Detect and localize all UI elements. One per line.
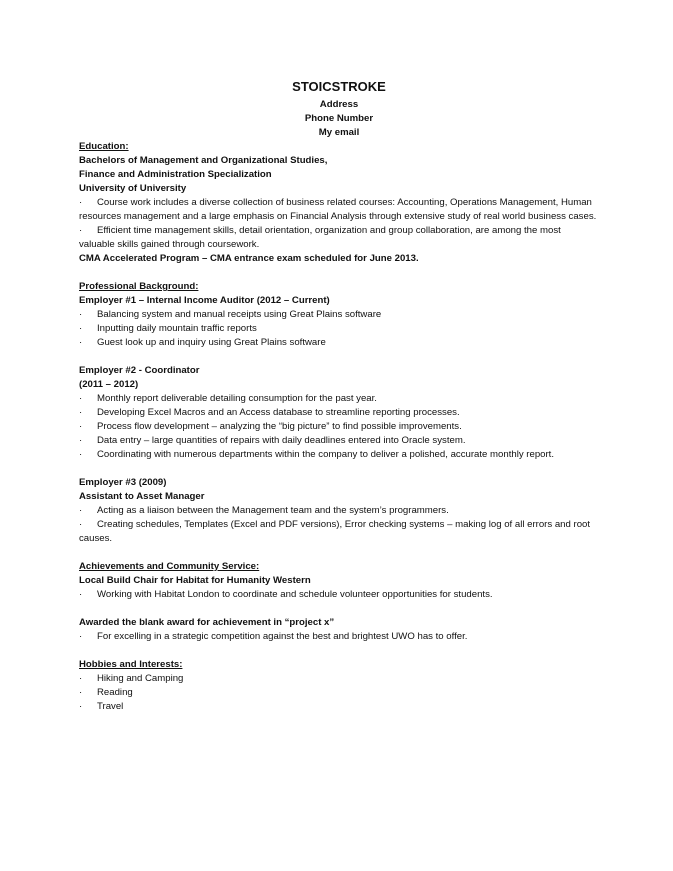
degree-line-1: Bachelors of Management and Organizational Studies, (79, 155, 328, 166)
bullet-icon: · (79, 393, 83, 404)
list-item (79, 504, 599, 518)
bullet-icon: · (79, 435, 83, 446)
cma-line: CMA Accelerated Program – CMA entrance exam scheduled for June 2013. (79, 253, 419, 264)
bullet-icon: · (79, 449, 83, 460)
list-item (79, 420, 599, 434)
hobbies-heading: Hobbies and Interests: (79, 659, 183, 670)
email-line: My email (318, 127, 360, 138)
phone-line: Phone Number (304, 113, 374, 124)
list-item (79, 588, 599, 602)
school-name: University of University (79, 183, 187, 194)
bullet-icon: · (79, 323, 83, 334)
list-item (79, 672, 599, 686)
hobby-item-1: Hiking and Camping (97, 673, 184, 684)
employer1-bullet-1: Balancing system and manual receipts using Great Plains software (97, 309, 382, 320)
award-title: Awarded the blank award for achievement in “project x” (79, 617, 335, 628)
bullet-icon: · (79, 309, 83, 320)
bullet-icon: · (79, 673, 83, 684)
list-item (79, 224, 599, 252)
bullet-icon: · (79, 505, 83, 516)
list-item (79, 406, 599, 420)
employer2-title: Employer #2 - Coordinator (79, 365, 200, 376)
employer1-title: Employer #1 – Internal Income Auditor (2012 – Current) (79, 295, 330, 306)
list-item (79, 322, 599, 336)
resume-page (79, 78, 599, 714)
list-item (79, 308, 599, 322)
employer2-bullet-3: Process flow development – analyzing the “big picture” to find possible improvements. (97, 421, 462, 432)
resume-name: STOICSTROKE (292, 79, 386, 94)
employer1-bullet-2: Inputting daily mountain traffic reports (97, 323, 257, 334)
degree-line-2: Finance and Administration Specialization (79, 169, 272, 180)
employer3-title: Employer #3 (2009) (79, 477, 167, 488)
bullet-icon: · (79, 631, 83, 642)
achievements-heading: Achievements and Community Service: (79, 561, 260, 572)
list-item (79, 630, 599, 644)
list-item (79, 336, 599, 350)
bullet-icon: · (79, 407, 83, 418)
bullet-icon: · (79, 197, 83, 208)
hobby-item-3: Travel (97, 701, 124, 712)
list-item (79, 686, 599, 700)
employer1-bullet-3: Guest look up and inquiry using Great Plains software (97, 337, 326, 348)
employer3-bullet-2: Creating schedules, Templates (Excel and PDF versions), Error checking systems – making log of all errors and root causes. (79, 519, 591, 544)
bullet-icon: · (79, 337, 83, 348)
list-item (79, 518, 599, 546)
habitat-title: Local Build Chair for Habitat for Humanity Western (79, 575, 311, 586)
professional-heading: Professional Background: (79, 281, 199, 292)
employer2-bullet-4: Data entry – large quantities of repairs with daily deadlines entered into Oracle system. (97, 435, 466, 446)
address-line: Address (319, 99, 359, 110)
bullet-icon: · (79, 519, 83, 530)
list-item (79, 700, 599, 714)
bullet-icon: · (79, 701, 83, 712)
list-item (79, 196, 599, 224)
education-bullet-2: Efficient time management skills, detail orientation, organization and group collaboration, are among the most valuable skills gained through coursework. (79, 225, 561, 250)
education-bullet-1: Course work includes a diverse collection of business related courses: Accounting, Operations Management, Human resources management and a large emphasis on Financial Analysis through extensive study of real world business cases. (79, 197, 597, 222)
employer2-bullet-5: Coordinating with numerous departments within the company to deliver a polished, accurate monthly report. (97, 449, 555, 460)
bullet-icon: · (79, 421, 83, 432)
habitat-bullet-1: Working with Habitat London to coordinate and schedule volunteer opportunities for students. (97, 589, 493, 600)
list-item (79, 434, 599, 448)
bullet-icon: · (79, 687, 83, 698)
employer2-bullet-2: Developing Excel Macros and an Access database to streamline reporting processes. (97, 407, 460, 418)
employer3-bullet-1: Acting as a liaison between the Management team and the system’s programmers. (97, 505, 449, 516)
award-bullet-1: For excelling in a strategic competition against the best and brightest UWO has to offer. (97, 631, 468, 642)
employer2-bullet-1: Monthly report deliverable detailing consumption for the past year. (97, 393, 377, 404)
employer2-dates: (2011 – 2012) (79, 379, 139, 390)
list-item (79, 448, 599, 462)
employer3-role: Assistant to Asset Manager (79, 491, 205, 502)
list-item (79, 392, 599, 406)
bullet-icon: · (79, 225, 83, 236)
bullet-icon: · (79, 589, 83, 600)
hobby-item-2: Reading (97, 687, 133, 698)
education-heading: Education: (79, 141, 129, 152)
